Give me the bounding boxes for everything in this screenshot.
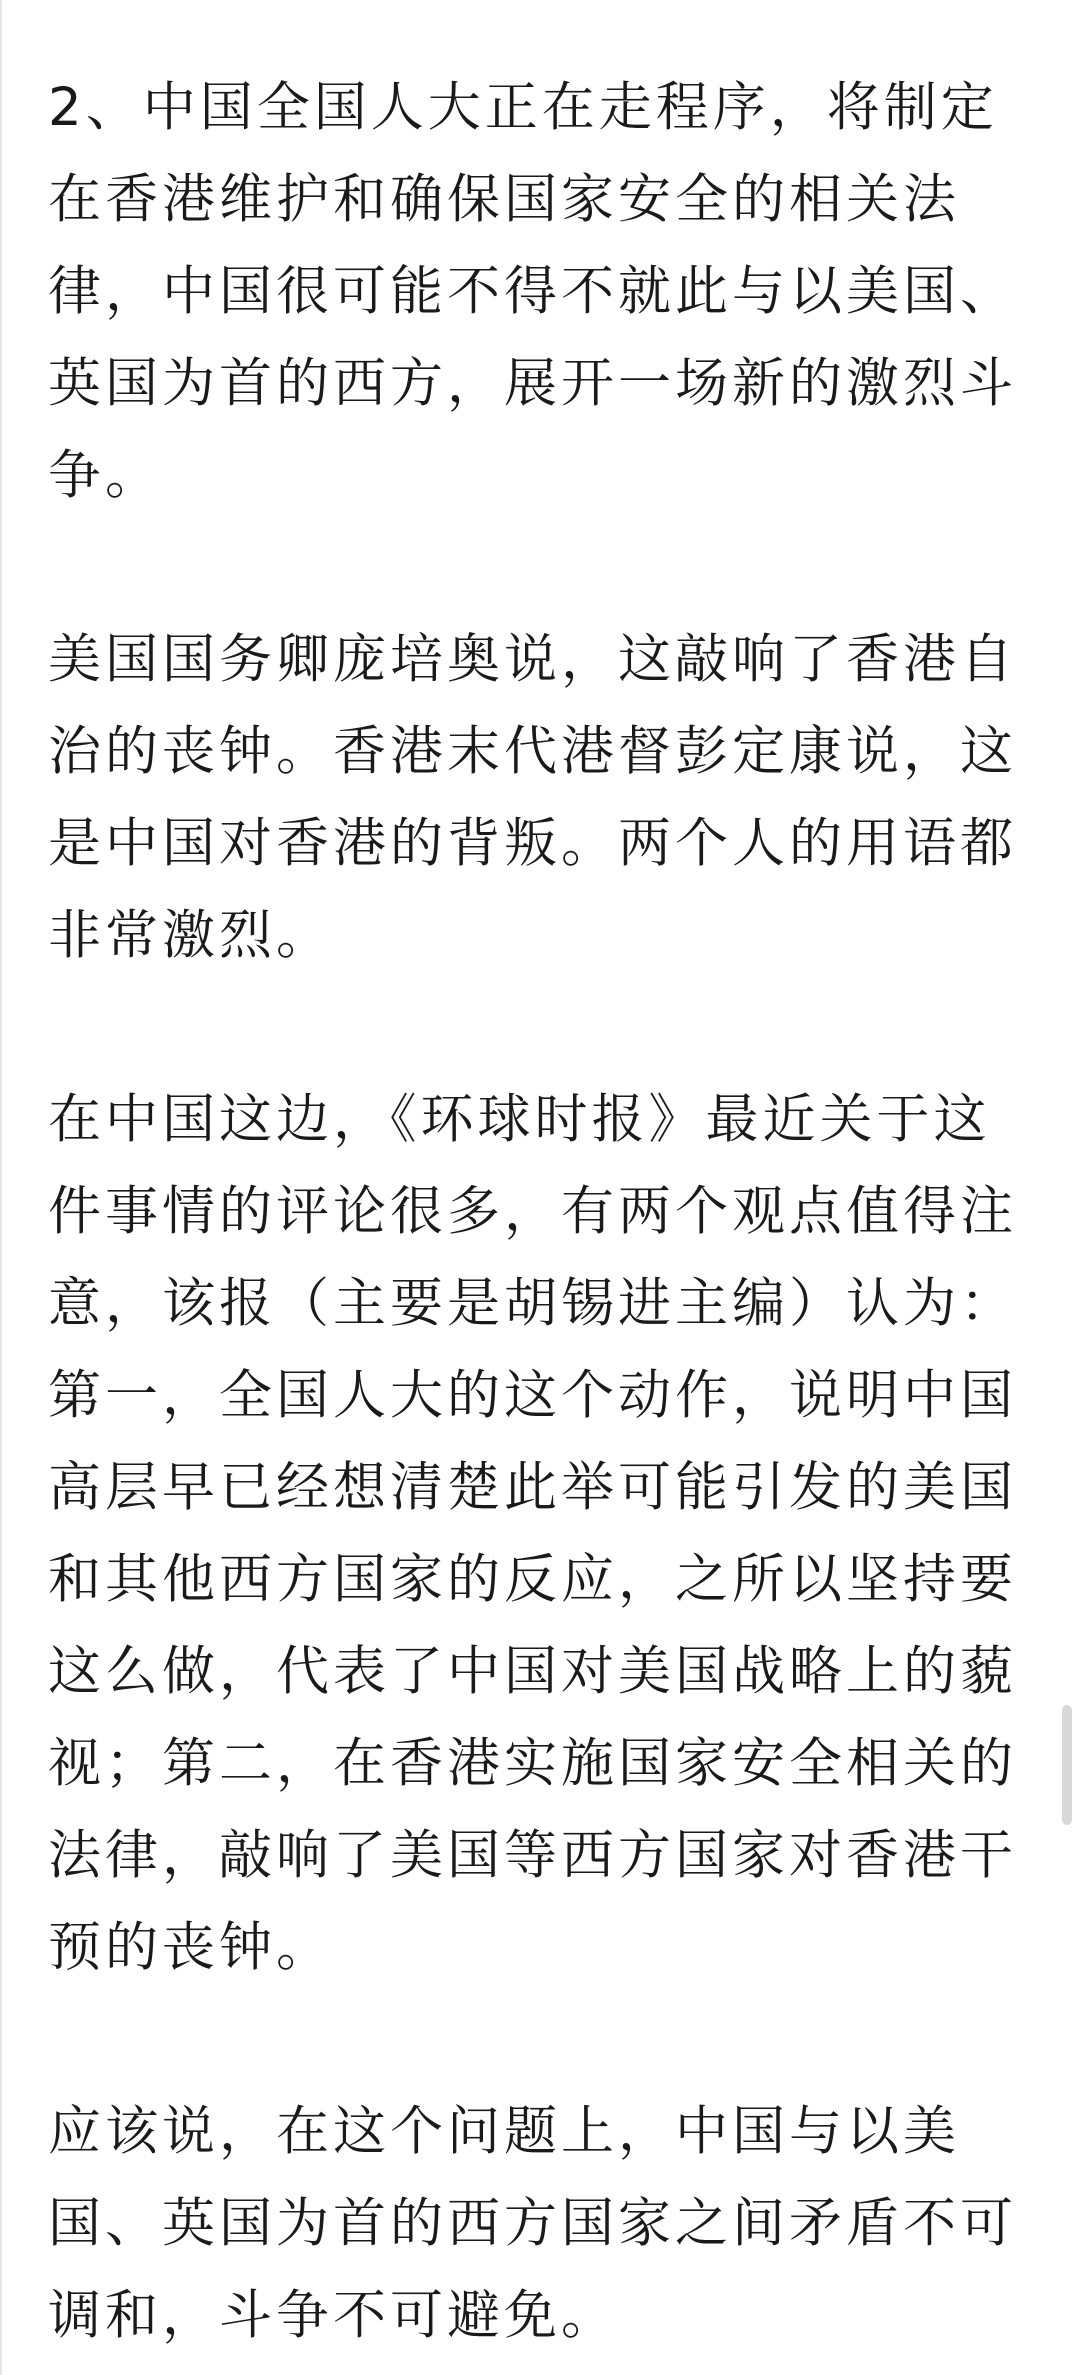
paragraph-1: 2、中国全国人大正在走程序，将制定在香港维护和确保国家安全的相关法律，中国很可能不得不就此与以美国、英国为首的西方，展开一场新的激烈斗争。 <box>48 77 1017 506</box>
left-edge-divider <box>0 0 2 2375</box>
scrollbar-thumb[interactable] <box>1062 1705 1072 1825</box>
paragraph-3: 在中国这边，《环球时报》最近关于这件事情的评论很多，有两个观点值得注意，该报（主要是胡锡进主编）认为：第一，全国人大的这个动作，说明中国高层早已经想清楚此举可能引发的美国和其他西方国家的反应，之所以坚持要这么做，代表了中国对美国战略上的藐视；第二，在香港实施国家安全相关的法律，敲响了美国等西方国家对香港干预的丧钟。 <box>48 1089 1017 1978</box>
article-body <box>48 62 1038 2362</box>
paragraph-2: 美国国务卿庞培奥说，这敲响了香港自治的丧钟。香港末代港督彭定康说，这是中国对香港的背叛。两个人的用语都非常激烈。 <box>48 629 1017 966</box>
paragraph-4: 应该说，在这个问题上，中国与以美国、英国为首的西方国家之间矛盾不可调和，斗争不可避免。 <box>48 2101 1017 2346</box>
